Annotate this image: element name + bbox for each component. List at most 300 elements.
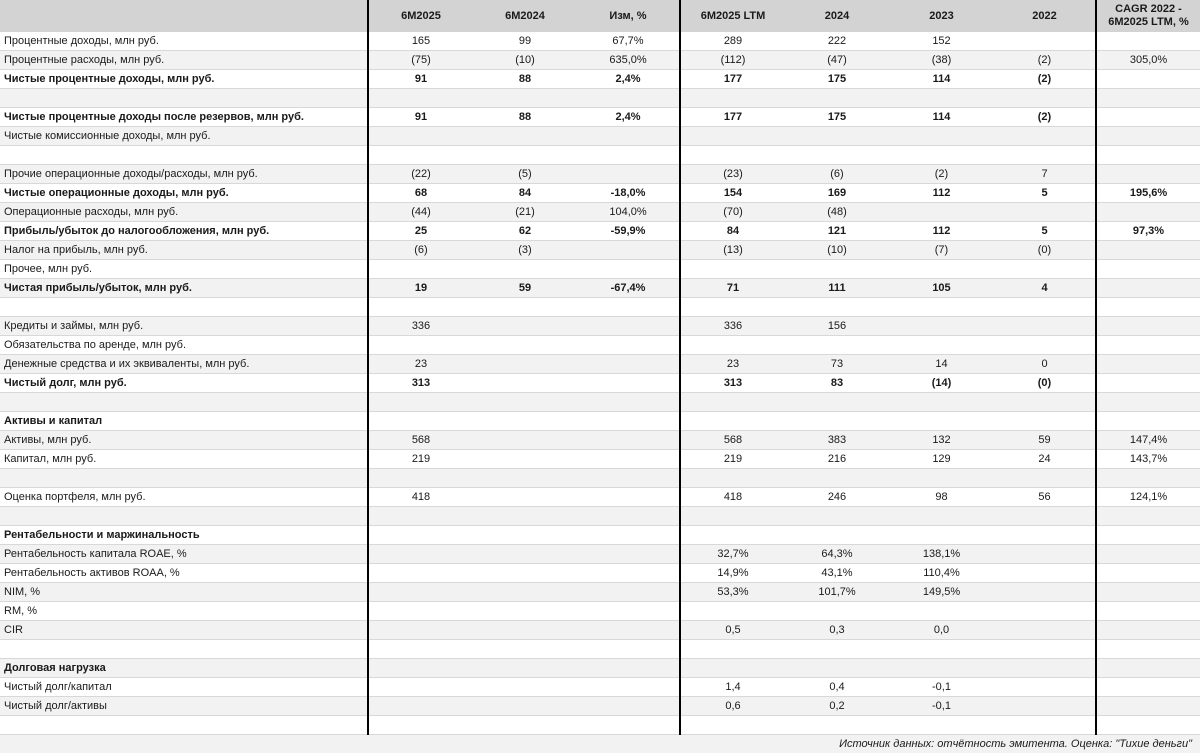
table-row bbox=[0, 564, 1200, 583]
row-label: RM, % bbox=[0, 602, 368, 621]
cell-value bbox=[889, 317, 994, 336]
cell-value bbox=[1096, 260, 1200, 279]
cell-value bbox=[473, 659, 577, 678]
table-row bbox=[0, 583, 1200, 602]
cell-value bbox=[473, 355, 577, 374]
section-header-row bbox=[0, 659, 1200, 678]
header-6m2025-ltm: 6M2025 LTM bbox=[680, 0, 785, 32]
cell-value: 43,1% bbox=[785, 564, 889, 583]
row-label: Прибыль/убыток до налогообложения, млн руб. bbox=[0, 222, 368, 241]
row-label: Рентабельности и маржинальность bbox=[0, 526, 368, 545]
cell-value bbox=[680, 260, 785, 279]
cell-value: 98 bbox=[889, 488, 994, 507]
cell-value bbox=[889, 602, 994, 621]
cell-value: -0,1 bbox=[889, 678, 994, 697]
cell-value bbox=[368, 545, 473, 564]
cell-value bbox=[1096, 241, 1200, 260]
cell-value: 154 bbox=[680, 184, 785, 203]
cell-value bbox=[1096, 108, 1200, 127]
cell-value bbox=[473, 374, 577, 393]
cell-value: 246 bbox=[785, 488, 889, 507]
cell-value: (6) bbox=[368, 241, 473, 260]
row-label: Чистые процентные доходы, млн руб. bbox=[0, 70, 368, 89]
cell-value bbox=[368, 640, 473, 659]
cell-value bbox=[994, 526, 1096, 545]
cell-value bbox=[1096, 716, 1200, 735]
cell-value bbox=[1096, 412, 1200, 431]
cell-value: 219 bbox=[368, 450, 473, 469]
cell-value: (10) bbox=[473, 51, 577, 70]
header-2024: 2024 bbox=[785, 0, 889, 32]
cell-value: 175 bbox=[785, 70, 889, 89]
cell-value: 32,7% bbox=[680, 545, 785, 564]
cell-value bbox=[889, 393, 994, 412]
cell-value bbox=[994, 564, 1096, 583]
cell-value bbox=[577, 355, 680, 374]
cell-value: 147,4% bbox=[1096, 431, 1200, 450]
cell-value bbox=[889, 412, 994, 431]
cell-value bbox=[994, 602, 1096, 621]
cell-value bbox=[785, 393, 889, 412]
cell-value bbox=[994, 583, 1096, 602]
cell-value bbox=[994, 659, 1096, 678]
row-label: Рентабельность активов ROAA, % bbox=[0, 564, 368, 583]
table-body bbox=[0, 32, 1200, 753]
cell-value bbox=[889, 507, 994, 526]
header-6m2025: 6M2025 bbox=[368, 0, 473, 32]
cell-value: 138,1% bbox=[889, 545, 994, 564]
cell-value: 91 bbox=[368, 70, 473, 89]
cell-value bbox=[889, 260, 994, 279]
cell-value: 84 bbox=[473, 184, 577, 203]
cell-value: 635,0% bbox=[577, 51, 680, 70]
cell-value: 105 bbox=[889, 279, 994, 298]
cell-value bbox=[473, 146, 577, 165]
cell-value: -18,0% bbox=[577, 184, 680, 203]
cell-value: (2) bbox=[889, 165, 994, 184]
cell-value: 59 bbox=[473, 279, 577, 298]
cell-value bbox=[577, 640, 680, 659]
cell-value bbox=[994, 336, 1096, 355]
cell-value: 101,7% bbox=[785, 583, 889, 602]
cell-value: 110,4% bbox=[889, 564, 994, 583]
cell-value: (2) bbox=[994, 51, 1096, 70]
cell-value bbox=[577, 89, 680, 108]
row-label: Активы, млн руб. bbox=[0, 431, 368, 450]
cell-value bbox=[1096, 165, 1200, 184]
cell-value bbox=[994, 697, 1096, 716]
cell-value bbox=[577, 317, 680, 336]
cell-value: 418 bbox=[368, 488, 473, 507]
table-row bbox=[0, 317, 1200, 336]
cell-value bbox=[1096, 89, 1200, 108]
table-row bbox=[0, 393, 1200, 412]
cell-value: 336 bbox=[680, 317, 785, 336]
cell-value bbox=[1096, 640, 1200, 659]
cell-value bbox=[473, 583, 577, 602]
table-row bbox=[0, 146, 1200, 165]
cell-value bbox=[994, 545, 1096, 564]
cell-value bbox=[994, 469, 1096, 488]
cell-value bbox=[1096, 659, 1200, 678]
cell-value: 169 bbox=[785, 184, 889, 203]
table-row bbox=[0, 374, 1200, 393]
cell-value bbox=[473, 716, 577, 735]
cell-value bbox=[577, 716, 680, 735]
cell-value bbox=[368, 260, 473, 279]
cell-value: (6) bbox=[785, 165, 889, 184]
table-row bbox=[0, 184, 1200, 203]
cell-value bbox=[889, 469, 994, 488]
cell-value bbox=[785, 336, 889, 355]
cell-value: 64,3% bbox=[785, 545, 889, 564]
cell-value: 23 bbox=[680, 355, 785, 374]
cell-value bbox=[368, 602, 473, 621]
table-row bbox=[0, 298, 1200, 317]
cell-value: 84 bbox=[680, 222, 785, 241]
cell-value: 216 bbox=[785, 450, 889, 469]
cell-value bbox=[785, 507, 889, 526]
cell-value bbox=[889, 146, 994, 165]
cell-value bbox=[994, 678, 1096, 697]
cell-value bbox=[1096, 545, 1200, 564]
cell-value: 99 bbox=[473, 32, 577, 51]
cell-value bbox=[577, 602, 680, 621]
section-header-row bbox=[0, 412, 1200, 431]
cell-value: -0,1 bbox=[889, 697, 994, 716]
cell-value: (2) bbox=[994, 70, 1096, 89]
cell-value bbox=[577, 526, 680, 545]
cell-value bbox=[368, 336, 473, 355]
table-row bbox=[0, 203, 1200, 222]
cell-value bbox=[889, 89, 994, 108]
cell-value: (2) bbox=[994, 108, 1096, 127]
cell-value bbox=[680, 89, 785, 108]
cell-value bbox=[994, 317, 1096, 336]
cell-value: 114 bbox=[889, 70, 994, 89]
cell-value: 305,0% bbox=[1096, 51, 1200, 70]
cell-value: (48) bbox=[785, 203, 889, 222]
cell-value bbox=[473, 431, 577, 450]
cell-value bbox=[473, 640, 577, 659]
cell-value bbox=[577, 621, 680, 640]
cell-value bbox=[785, 89, 889, 108]
cell-value: (14) bbox=[889, 374, 994, 393]
cell-value bbox=[368, 583, 473, 602]
cell-value bbox=[1096, 203, 1200, 222]
cell-value: 165 bbox=[368, 32, 473, 51]
cell-value: 23 bbox=[368, 355, 473, 374]
table-row bbox=[0, 32, 1200, 51]
cell-value bbox=[368, 412, 473, 431]
cell-value bbox=[473, 450, 577, 469]
header-change: Изм, % bbox=[577, 0, 680, 32]
cell-value bbox=[577, 336, 680, 355]
cell-value bbox=[1096, 507, 1200, 526]
table-row bbox=[0, 602, 1200, 621]
cell-value: 114 bbox=[889, 108, 994, 127]
cell-value bbox=[577, 165, 680, 184]
cell-value bbox=[889, 716, 994, 735]
row-label: Чистый долг/капитал bbox=[0, 678, 368, 697]
cell-value bbox=[473, 336, 577, 355]
cell-value: (0) bbox=[994, 374, 1096, 393]
cell-value bbox=[785, 640, 889, 659]
row-label bbox=[0, 298, 368, 317]
table-row bbox=[0, 127, 1200, 146]
row-label: Активы и капитал bbox=[0, 412, 368, 431]
row-label: Рентабельность капитала ROAE, % bbox=[0, 545, 368, 564]
table-row bbox=[0, 431, 1200, 450]
source-note: Источник данных: отчётность эмитента. Оценка: "Тихие деньги" bbox=[0, 735, 1200, 753]
row-label bbox=[0, 640, 368, 659]
cell-value bbox=[785, 298, 889, 317]
cell-value bbox=[473, 488, 577, 507]
cell-value: 195,6% bbox=[1096, 184, 1200, 203]
table-row bbox=[0, 108, 1200, 127]
cell-value bbox=[473, 393, 577, 412]
table-row bbox=[0, 678, 1200, 697]
cell-value bbox=[994, 127, 1096, 146]
cell-value bbox=[680, 640, 785, 659]
cell-value: 56 bbox=[994, 488, 1096, 507]
cell-value bbox=[577, 298, 680, 317]
cell-value bbox=[1096, 583, 1200, 602]
table-row bbox=[0, 640, 1200, 659]
row-label bbox=[0, 146, 368, 165]
cell-value: 111 bbox=[785, 279, 889, 298]
cell-value: 129 bbox=[889, 450, 994, 469]
cell-value: 67,7% bbox=[577, 32, 680, 51]
section-header-row bbox=[0, 526, 1200, 545]
cell-value bbox=[577, 146, 680, 165]
cell-value: 0,6 bbox=[680, 697, 785, 716]
cell-value bbox=[1096, 564, 1200, 583]
cell-value: 177 bbox=[680, 70, 785, 89]
cell-value bbox=[785, 716, 889, 735]
cell-value bbox=[473, 697, 577, 716]
cell-value bbox=[1096, 70, 1200, 89]
cell-value: (23) bbox=[680, 165, 785, 184]
cell-value bbox=[889, 640, 994, 659]
cell-value: 83 bbox=[785, 374, 889, 393]
cell-value: 112 bbox=[889, 184, 994, 203]
cell-value bbox=[577, 450, 680, 469]
cell-value: 88 bbox=[473, 70, 577, 89]
cell-value bbox=[785, 526, 889, 545]
cell-value bbox=[577, 564, 680, 583]
cell-value bbox=[785, 412, 889, 431]
cell-value bbox=[1096, 697, 1200, 716]
table-row bbox=[0, 716, 1200, 735]
cell-value: 104,0% bbox=[577, 203, 680, 222]
cell-value bbox=[473, 526, 577, 545]
cell-value: 0,0 bbox=[889, 621, 994, 640]
cell-value: 7 bbox=[994, 165, 1096, 184]
cell-value bbox=[680, 659, 785, 678]
cell-value bbox=[1096, 469, 1200, 488]
cell-value: (13) bbox=[680, 241, 785, 260]
cell-value bbox=[368, 298, 473, 317]
cell-value bbox=[994, 412, 1096, 431]
cell-value: 132 bbox=[889, 431, 994, 450]
cell-value bbox=[785, 146, 889, 165]
cell-value bbox=[473, 127, 577, 146]
cell-value bbox=[1096, 678, 1200, 697]
table-row bbox=[0, 222, 1200, 241]
row-label: Налог на прибыль, млн руб. bbox=[0, 241, 368, 260]
cell-value bbox=[994, 260, 1096, 279]
row-label: Капитал, млн руб. bbox=[0, 450, 368, 469]
table-row bbox=[0, 507, 1200, 526]
cell-value bbox=[680, 602, 785, 621]
cell-value bbox=[680, 716, 785, 735]
cell-value bbox=[889, 336, 994, 355]
cell-value: 88 bbox=[473, 108, 577, 127]
cell-value bbox=[785, 127, 889, 146]
row-label: Чистая прибыль/убыток, млн руб. bbox=[0, 279, 368, 298]
cell-value bbox=[994, 507, 1096, 526]
cell-value bbox=[1096, 602, 1200, 621]
cell-value: 2,4% bbox=[577, 108, 680, 127]
cell-value: 568 bbox=[368, 431, 473, 450]
cell-value bbox=[1096, 374, 1200, 393]
cell-value bbox=[680, 507, 785, 526]
table-row bbox=[0, 621, 1200, 640]
cell-value: 59 bbox=[994, 431, 1096, 450]
cell-value: (0) bbox=[994, 241, 1096, 260]
cell-value bbox=[1096, 336, 1200, 355]
cell-value bbox=[889, 659, 994, 678]
cell-value: 91 bbox=[368, 108, 473, 127]
cell-value bbox=[368, 621, 473, 640]
table-row bbox=[0, 241, 1200, 260]
cell-value bbox=[577, 412, 680, 431]
cell-value: 2,4% bbox=[577, 70, 680, 89]
cell-value: 152 bbox=[889, 32, 994, 51]
cell-value bbox=[1096, 393, 1200, 412]
cell-value bbox=[473, 317, 577, 336]
cell-value: 5 bbox=[994, 184, 1096, 203]
cell-value: 175 bbox=[785, 108, 889, 127]
cell-value bbox=[889, 127, 994, 146]
cell-value bbox=[473, 678, 577, 697]
cell-value bbox=[577, 659, 680, 678]
row-label: Кредиты и займы, млн руб. bbox=[0, 317, 368, 336]
cell-value: 313 bbox=[680, 374, 785, 393]
row-label: NIM, % bbox=[0, 583, 368, 602]
cell-value bbox=[1096, 32, 1200, 51]
cell-value: 313 bbox=[368, 374, 473, 393]
cell-value bbox=[994, 298, 1096, 317]
cell-value bbox=[473, 260, 577, 279]
row-label: Обязательства по аренде, млн руб. bbox=[0, 336, 368, 355]
cell-value bbox=[577, 374, 680, 393]
cell-value bbox=[473, 564, 577, 583]
row-label bbox=[0, 716, 368, 735]
cell-value: 177 bbox=[680, 108, 785, 127]
table-row bbox=[0, 697, 1200, 716]
cell-value bbox=[680, 412, 785, 431]
row-label: Прочие операционные доходы/расходы, млн руб. bbox=[0, 165, 368, 184]
cell-value bbox=[368, 659, 473, 678]
table-row bbox=[0, 469, 1200, 488]
cell-value: 4 bbox=[994, 279, 1096, 298]
cell-value: 97,3% bbox=[1096, 222, 1200, 241]
table-row bbox=[0, 89, 1200, 108]
cell-value bbox=[577, 697, 680, 716]
row-label: Чистые процентные доходы после резервов, млн руб. bbox=[0, 108, 368, 127]
table-row bbox=[0, 450, 1200, 469]
cell-value: -59,9% bbox=[577, 222, 680, 241]
cell-value bbox=[994, 393, 1096, 412]
cell-value bbox=[577, 393, 680, 412]
cell-value bbox=[368, 89, 473, 108]
table-header bbox=[0, 0, 1200, 32]
cell-value bbox=[994, 89, 1096, 108]
row-label: Прочее, млн руб. bbox=[0, 260, 368, 279]
row-label: Процентные доходы, млн руб. bbox=[0, 32, 368, 51]
cell-value: 0,5 bbox=[680, 621, 785, 640]
row-label: Долговая нагрузка bbox=[0, 659, 368, 678]
cell-value bbox=[473, 602, 577, 621]
cell-value bbox=[577, 241, 680, 260]
cell-value bbox=[994, 716, 1096, 735]
row-label: Процентные расходы, млн руб. bbox=[0, 51, 368, 70]
table-row bbox=[0, 336, 1200, 355]
cell-value: 0,3 bbox=[785, 621, 889, 640]
cell-value bbox=[368, 127, 473, 146]
cell-value bbox=[680, 146, 785, 165]
row-label bbox=[0, 507, 368, 526]
cell-value: 24 bbox=[994, 450, 1096, 469]
cell-value bbox=[889, 203, 994, 222]
cell-value: 568 bbox=[680, 431, 785, 450]
cell-value: (112) bbox=[680, 51, 785, 70]
cell-value bbox=[473, 298, 577, 317]
cell-value bbox=[1096, 317, 1200, 336]
table-row bbox=[0, 279, 1200, 298]
cell-value: 14 bbox=[889, 355, 994, 374]
cell-value bbox=[889, 526, 994, 545]
cell-value bbox=[785, 469, 889, 488]
cell-value bbox=[577, 583, 680, 602]
table-row bbox=[0, 51, 1200, 70]
table-row bbox=[0, 355, 1200, 374]
row-label: Операционные расходы, млн руб. bbox=[0, 203, 368, 222]
cell-value bbox=[368, 716, 473, 735]
cell-value bbox=[680, 393, 785, 412]
cell-value bbox=[1096, 127, 1200, 146]
cell-value bbox=[680, 526, 785, 545]
cell-value bbox=[368, 697, 473, 716]
cell-value: 0,2 bbox=[785, 697, 889, 716]
cell-value: 68 bbox=[368, 184, 473, 203]
cell-value bbox=[994, 32, 1096, 51]
table-row bbox=[0, 70, 1200, 89]
table-row bbox=[0, 545, 1200, 564]
cell-value bbox=[577, 127, 680, 146]
cell-value: 62 bbox=[473, 222, 577, 241]
row-label: CIR bbox=[0, 621, 368, 640]
row-label: Чистые комиссионные доходы, млн руб. bbox=[0, 127, 368, 146]
cell-value: (7) bbox=[889, 241, 994, 260]
cell-value bbox=[368, 564, 473, 583]
table-row bbox=[0, 260, 1200, 279]
cell-value: (22) bbox=[368, 165, 473, 184]
row-label: Чистые операционные доходы, млн руб. bbox=[0, 184, 368, 203]
cell-value: 5 bbox=[994, 222, 1096, 241]
